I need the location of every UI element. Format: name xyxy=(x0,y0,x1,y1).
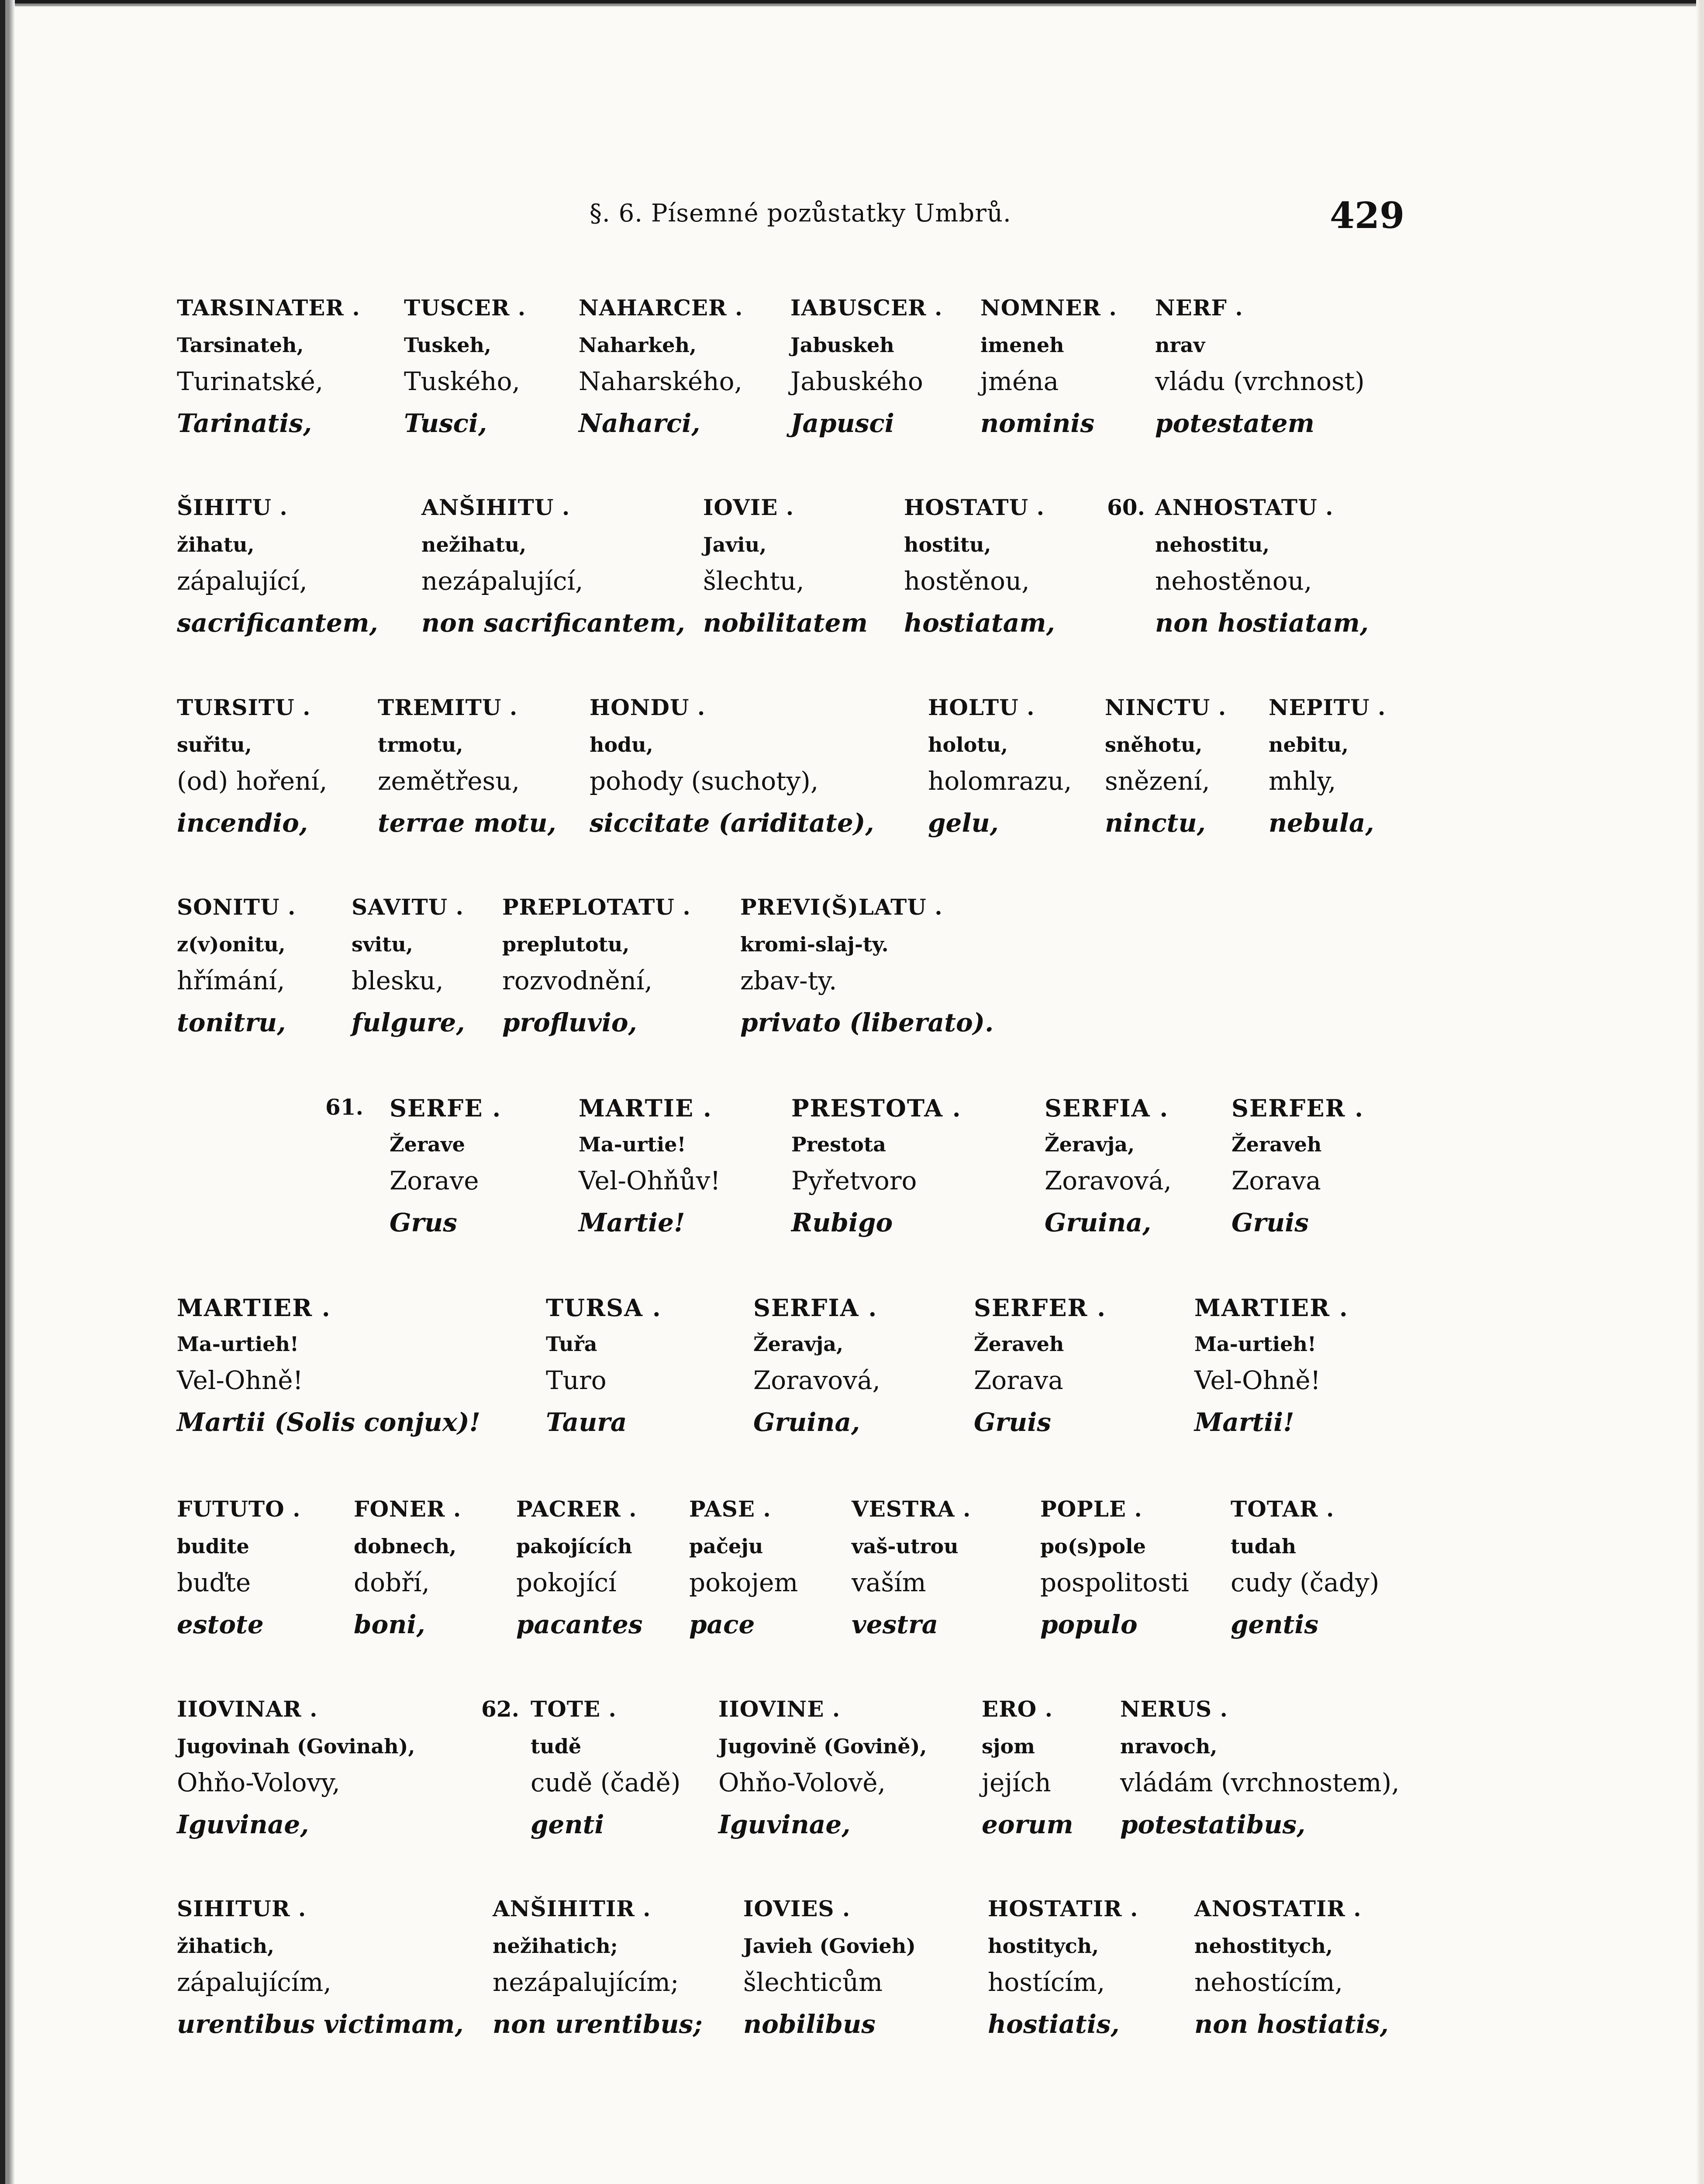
transcription: Javiu, xyxy=(703,533,767,556)
latin-translation: Tarinatis, xyxy=(177,408,312,438)
transcription: Ma-urtie! xyxy=(579,1133,686,1156)
transcription: hostitu, xyxy=(904,533,991,556)
latin-translation: vestra xyxy=(852,1610,938,1639)
czech-translation: blesku, xyxy=(352,966,444,995)
umbrian-word: SIHITUR . xyxy=(177,1896,307,1921)
umbrian-word: NAHARCER . xyxy=(579,295,743,321)
transcription: nrav xyxy=(1155,333,1205,357)
latin-translation: non urentibus; xyxy=(493,2009,703,2039)
transcription: Žeravja, xyxy=(753,1332,844,1356)
czech-translation: pokojem xyxy=(689,1568,798,1597)
umbrian-word: FUTUTO . xyxy=(177,1496,301,1522)
umbrian-word: ANŠIHITIR . xyxy=(493,1896,651,1921)
umbrian-word: FONER . xyxy=(354,1496,462,1522)
umbrian-word: TUSCER . xyxy=(404,295,526,321)
czech-translation: Jabuského xyxy=(790,366,923,396)
latin-translation: gentis xyxy=(1231,1610,1319,1639)
czech-translation: zápalující, xyxy=(177,566,307,596)
latin-translation: nobilitatem xyxy=(703,608,868,638)
transcription: tudah xyxy=(1231,1534,1297,1558)
czech-translation: Ohňo-Volovy, xyxy=(177,1768,340,1797)
umbrian-word: IIOVINAR . xyxy=(177,1696,318,1722)
latin-translation: Martii! xyxy=(1194,1407,1294,1437)
latin-translation: hostiatis, xyxy=(988,2009,1120,2039)
transcription: Ma-urtieh! xyxy=(177,1332,299,1356)
umbrian-word: HONDU . xyxy=(590,695,706,720)
umbrian-word: SERFER . xyxy=(974,1294,1107,1322)
latin-translation: boni, xyxy=(354,1610,425,1639)
latin-translation: nebula, xyxy=(1269,808,1374,838)
transcription: Tuřa xyxy=(546,1332,597,1356)
umbrian-word: TARSINATER . xyxy=(177,295,360,321)
latin-translation: Japusci xyxy=(790,408,894,438)
umbrian-word: ERO . xyxy=(982,1696,1053,1722)
page-header xyxy=(0,195,1704,238)
latin-translation: Gruina, xyxy=(753,1407,860,1437)
umbrian-word: HOLTU . xyxy=(928,695,1035,720)
umbrian-word: IIOVINE . xyxy=(718,1696,841,1722)
czech-translation: jména xyxy=(980,366,1059,396)
umbrian-word: PREPLOTATU . xyxy=(502,894,691,920)
page-number: 429 xyxy=(1330,195,1405,237)
transcription: Žeraveh xyxy=(1231,1133,1322,1156)
czech-translation: pospolitosti xyxy=(1040,1568,1189,1597)
umbrian-word: ŠIHITU . xyxy=(177,494,288,520)
latin-translation: Naharci, xyxy=(579,408,700,438)
glossary-block-6 xyxy=(0,1496,1704,1679)
glossary-block-3 xyxy=(0,894,1704,1078)
umbrian-word: MARTIE . xyxy=(579,1094,712,1122)
umbrian-word: SERFIA . xyxy=(753,1294,878,1322)
latin-translation: nominis xyxy=(980,408,1095,438)
transcription: Naharkeh, xyxy=(579,333,697,357)
glossary-block-8 xyxy=(0,1896,1704,2079)
latin-translation: eorum xyxy=(982,1810,1073,1839)
latin-translation: urentibus victimam, xyxy=(177,2009,464,2039)
umbrian-word: IOVIE . xyxy=(703,494,794,520)
latin-translation: non hostiatam, xyxy=(1155,608,1369,638)
latin-translation: hostiatam, xyxy=(904,608,1055,638)
latin-translation: ninctu, xyxy=(1105,808,1206,838)
transcription: Žerave xyxy=(390,1133,465,1156)
transcription: po(s)pole xyxy=(1040,1534,1146,1558)
czech-translation: nezápalující, xyxy=(421,566,583,596)
czech-translation: Zorava xyxy=(1231,1166,1321,1196)
czech-translation: vládám (vrchnostem), xyxy=(1120,1768,1400,1797)
umbrian-word: ANHOSTATU . xyxy=(1155,494,1334,520)
czech-translation: zápalujícím, xyxy=(177,1967,331,1997)
transcription: Tuskeh, xyxy=(404,333,491,357)
umbrian-word: NERUS . xyxy=(1120,1696,1228,1722)
transcription: nežihatu, xyxy=(421,533,527,556)
umbrian-word: TURSITU . xyxy=(177,695,311,720)
czech-translation: nezápalujícím; xyxy=(493,1967,679,1997)
umbrian-word: TOTE . xyxy=(531,1696,617,1722)
latin-translation: genti xyxy=(531,1810,604,1839)
czech-translation: hostícím, xyxy=(988,1967,1105,1997)
latin-translation: gelu, xyxy=(928,808,999,838)
glossary-block-61 xyxy=(0,1094,1704,1278)
transcription: Ma-urtieh! xyxy=(1194,1332,1317,1356)
transcription: nravoch, xyxy=(1120,1735,1218,1758)
umbrian-word: PRESTOTA . xyxy=(791,1094,962,1122)
page-edge-top xyxy=(0,0,1704,7)
transcription: Prestota xyxy=(791,1133,886,1156)
umbrian-word: SAVITU . xyxy=(352,894,464,920)
latin-translation: nobilibus xyxy=(743,2009,876,2039)
latin-translation: Rubigo xyxy=(791,1208,893,1237)
czech-translation: Tuského, xyxy=(404,366,520,396)
transcription: nehostitu, xyxy=(1155,533,1270,556)
latin-translation: Tusci, xyxy=(404,408,487,438)
umbrian-word: PASE . xyxy=(689,1496,771,1522)
transcription: Jabuskeh xyxy=(790,333,894,357)
czech-translation: Turo xyxy=(546,1365,607,1395)
glossary-block-60 xyxy=(0,494,1704,678)
umbrian-word: POPLE . xyxy=(1040,1496,1142,1522)
transcription: pakojících xyxy=(516,1534,632,1558)
czech-translation: Ohňo-Volově, xyxy=(718,1768,886,1797)
czech-translation: nehostěnou, xyxy=(1155,566,1312,596)
umbrian-word: PACRER . xyxy=(516,1496,637,1522)
czech-translation: cudě (čadě) xyxy=(531,1768,681,1797)
latin-translation: Gruina, xyxy=(1045,1208,1152,1237)
latin-translation: Taura xyxy=(546,1407,627,1437)
transcription: pačeju xyxy=(689,1534,763,1558)
glossary-block-62 xyxy=(0,1696,1704,1880)
section-number: 61. xyxy=(325,1094,363,1120)
czech-translation: Pyřetvoro xyxy=(791,1166,917,1196)
transcription: trmotu, xyxy=(378,733,463,757)
czech-translation: Zoravová, xyxy=(1045,1166,1172,1196)
glossary-block-5 xyxy=(0,1294,1704,1477)
czech-translation: zemětřesu, xyxy=(378,766,520,796)
umbrian-word: SERFIA . xyxy=(1045,1094,1169,1122)
umbrian-word: NERF . xyxy=(1155,295,1243,321)
umbrian-word: SONITU . xyxy=(177,894,296,920)
umbrian-word: TOTAR . xyxy=(1231,1496,1335,1522)
latin-translation: Iguvinae, xyxy=(177,1810,309,1839)
umbrian-word: TREMITU . xyxy=(378,695,518,720)
czech-translation: cudy (čady) xyxy=(1231,1568,1380,1597)
umbrian-word: PREVI(Š)LATU . xyxy=(740,894,943,920)
running-title: §. 6. Písemné pozůstatky Umbrů. xyxy=(590,199,1011,228)
transcription: z(v)onitu, xyxy=(177,933,286,956)
glossary-block-2 xyxy=(0,695,1704,878)
latin-translation: profluvio, xyxy=(502,1008,637,1037)
umbrian-word: VESTRA . xyxy=(852,1496,971,1522)
transcription: dobnech, xyxy=(354,1534,457,1558)
umbrian-word: NOMNER . xyxy=(980,295,1117,321)
umbrian-word: TURSA . xyxy=(546,1294,662,1322)
umbrian-word: NINCTU . xyxy=(1105,695,1227,720)
czech-translation: vaším xyxy=(852,1568,926,1597)
transcription: imeneh xyxy=(980,333,1064,357)
transcription: nebitu, xyxy=(1269,733,1349,757)
latin-translation: estote xyxy=(177,1610,264,1639)
transcription: budite xyxy=(177,1534,249,1558)
latin-translation: tonitru, xyxy=(177,1008,286,1037)
transcription: nežihatich; xyxy=(493,1934,618,1958)
transcription: žihatu, xyxy=(177,533,255,556)
latin-translation: Gruis xyxy=(974,1407,1051,1437)
latin-translation: Martie! xyxy=(579,1208,685,1237)
latin-translation: fulgure, xyxy=(352,1008,465,1037)
umbrian-word: HOSTATIR . xyxy=(988,1896,1138,1921)
czech-translation: Turinatské, xyxy=(177,366,324,396)
umbrian-word: SERFE . xyxy=(390,1094,502,1122)
czech-translation: jejích xyxy=(982,1768,1051,1797)
umbrian-word: ANŠIHITU . xyxy=(421,494,570,520)
czech-translation: nehostícím, xyxy=(1194,1967,1343,1997)
transcription: nehostitych, xyxy=(1194,1934,1333,1958)
latin-translation: sacrificantem, xyxy=(177,608,378,638)
czech-translation: šlechtu, xyxy=(703,566,804,596)
czech-translation: rozvodnění, xyxy=(502,966,653,995)
umbrian-word: SERFER . xyxy=(1231,1094,1364,1122)
czech-translation: zbav-ty. xyxy=(740,966,837,995)
umbrian-word: NEPITU . xyxy=(1269,695,1386,720)
latin-translation: incendio, xyxy=(177,808,308,838)
latin-translation: populo xyxy=(1040,1610,1138,1639)
latin-translation: non sacrificantem, xyxy=(421,608,685,638)
umbrian-word: ANOSTATIR . xyxy=(1194,1896,1362,1921)
umbrian-word: MARTIER . xyxy=(1194,1294,1349,1322)
czech-translation: hřímání, xyxy=(177,966,285,995)
transcription: Žeraveh xyxy=(974,1332,1064,1356)
latin-translation: Iguvinae, xyxy=(718,1810,851,1839)
transcription: holotu, xyxy=(928,733,1008,757)
umbrian-word: HOSTATU . xyxy=(904,494,1045,520)
glossary-block-0 xyxy=(0,295,1704,478)
transcription: hodu, xyxy=(590,733,653,757)
transcription: hostitych, xyxy=(988,1934,1099,1958)
czech-translation: pohody (suchoty), xyxy=(590,766,819,796)
latin-translation: Grus xyxy=(390,1208,457,1237)
transcription: Žeravja, xyxy=(1045,1133,1135,1156)
transcription: kromi-slaj-ty. xyxy=(740,933,889,956)
czech-translation: Naharského, xyxy=(579,366,742,396)
section-number: 62. xyxy=(481,1696,519,1722)
transcription: tudě xyxy=(531,1735,582,1758)
section-number: 60. xyxy=(1107,494,1145,520)
latin-translation: potestatem xyxy=(1155,408,1315,438)
transcription: sněhotu, xyxy=(1105,733,1203,757)
transcription: Jugovinah (Govinah), xyxy=(177,1735,415,1758)
latin-translation: siccitate (ariditate), xyxy=(590,808,874,838)
czech-translation: mhly, xyxy=(1269,766,1336,796)
transcription: preplutotu, xyxy=(502,933,630,956)
czech-translation: hostěnou, xyxy=(904,566,1030,596)
umbrian-word: MARTIER . xyxy=(177,1294,331,1322)
transcription: Jugovině (Govině), xyxy=(718,1735,927,1758)
latin-translation: non hostiatis, xyxy=(1194,2009,1389,2039)
latin-translation: pacantes xyxy=(516,1610,643,1639)
latin-translation: privato (liberato). xyxy=(740,1008,994,1037)
czech-translation: Vel-Ohně! xyxy=(1194,1365,1321,1395)
latin-translation: Martii (Solis conjux)! xyxy=(177,1407,481,1437)
czech-translation: šlechticům xyxy=(743,1967,883,1997)
transcription: sjom xyxy=(982,1735,1035,1758)
transcription: vaš-utrou xyxy=(852,1534,959,1558)
czech-translation: vládu (vrchnost) xyxy=(1155,366,1365,396)
czech-translation: Zoravová, xyxy=(753,1365,880,1395)
czech-translation: Vel-Ohňův! xyxy=(579,1166,721,1196)
czech-translation: buďte xyxy=(177,1568,251,1597)
czech-translation: holomrazu, xyxy=(928,766,1072,796)
latin-translation: pace xyxy=(689,1610,755,1639)
latin-translation: Gruis xyxy=(1231,1208,1309,1237)
czech-translation: pokojící xyxy=(516,1568,617,1597)
umbrian-word: IABUSCER . xyxy=(790,295,943,321)
czech-translation: (od) hoření, xyxy=(177,766,328,796)
transcription: Tarsinateh, xyxy=(177,333,304,357)
czech-translation: dobří, xyxy=(354,1568,430,1597)
czech-translation: snězení, xyxy=(1105,766,1210,796)
transcription: suřitu, xyxy=(177,733,252,757)
latin-translation: potestatibus, xyxy=(1120,1810,1306,1839)
umbrian-word: IOVIES . xyxy=(743,1896,851,1921)
transcription: svitu, xyxy=(352,933,413,956)
czech-translation: Zorava xyxy=(974,1365,1063,1395)
transcription: žihatich, xyxy=(177,1934,275,1958)
czech-translation: Zorave xyxy=(390,1166,479,1196)
czech-translation: Vel-Ohně! xyxy=(177,1365,303,1395)
latin-translation: terrae motu, xyxy=(378,808,556,838)
transcription: Javieh (Govieh) xyxy=(743,1934,916,1958)
